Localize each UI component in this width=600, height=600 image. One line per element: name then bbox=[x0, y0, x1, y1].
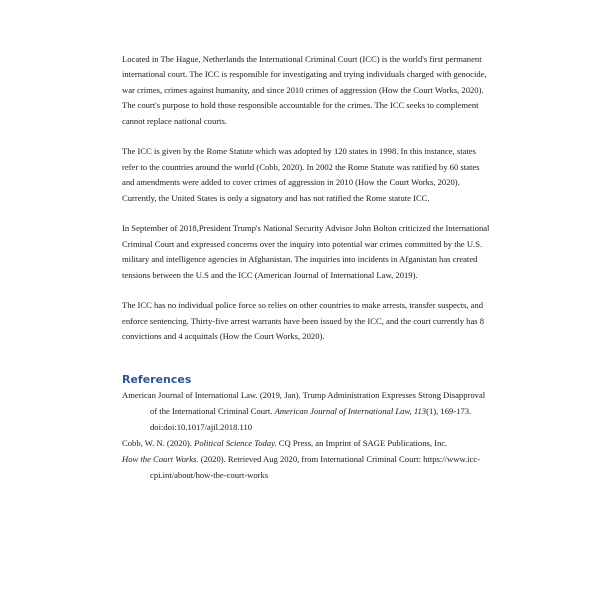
reference-text: CQ Press, an Imprint of SAGE Publications, Inc. bbox=[276, 437, 448, 448]
reference-item bbox=[122, 435, 492, 451]
paragraph-enforcement: The ICC has no individual police force so relies on other countries to make arrests, transfer suspects, and enforce sentencing. Thirty-five arrest warrants have been issued by the ICC, and the court currently has 8 convictions and 4 acquittals (How the Court Works, 2020). bbox=[122, 300, 485, 342]
reference-text: (2020). Retrieved Aug 2020, from International Criminal Court: https://www.icc-cpi.int/about/how-the-court-works bbox=[150, 453, 481, 480]
reference-italic: How the Court Works. bbox=[122, 453, 199, 464]
paragraph-icc-intro: Located in The Hague, Netherlands the International Criminal Court (ICC) is the world's first permanent international court. The ICC is responsible for investigating and trying individuals charged with genocide, war crimes, crimes against humanity, and since 2010 crimes of aggression (How the Court Works, 2020). The court's purpose to hold those responsible accountable for the crimes. The ICC seeks to complement cannot replace national courts. bbox=[122, 54, 487, 126]
reference-item bbox=[122, 451, 492, 483]
reference-text: (1), 169-173. doi:doi:10.1017/ajil.2018.110 bbox=[150, 405, 472, 432]
document-page bbox=[122, 52, 492, 483]
references-heading: References bbox=[122, 372, 192, 386]
reference-text: American Journal of International Law. (2019, Jan). Trump Administration Expresses Strong Disapproval of the International Criminal Court. bbox=[122, 389, 486, 416]
reference-italic: Political Science Today. bbox=[194, 437, 277, 448]
reference-text: Cobb, W. N. (2020). bbox=[122, 437, 195, 448]
reference-italic: American Journal of International Law, 113 bbox=[274, 405, 427, 416]
reference-item bbox=[122, 387, 492, 435]
paragraph-rome-statute: The ICC is given by the Rome Statute which was adopted by 120 states in 1998. In this instance, states refer to the countries around the world (Cobb, 2020). In 2002 the Rome Statute was ratified by 60 states and amendments were added to cover crimes of aggression in 2010 (How the Court Works, 2020). Currently, the United States is only a signatory and has not ratified the Rome statute ICC. bbox=[122, 146, 480, 203]
paragraph-bolton: In September of 2018,President Trump's National Security Advisor John Bolton criticized the International Criminal Court and expressed concerns over the inquiry into potential war crimes committed by the U.S. military and intelligence agencies in Afghanistan. The inquiries into incidents in Afganistan has created tensions between the U.S and the ICC (American Journal of International Law, 2019). bbox=[122, 223, 490, 280]
